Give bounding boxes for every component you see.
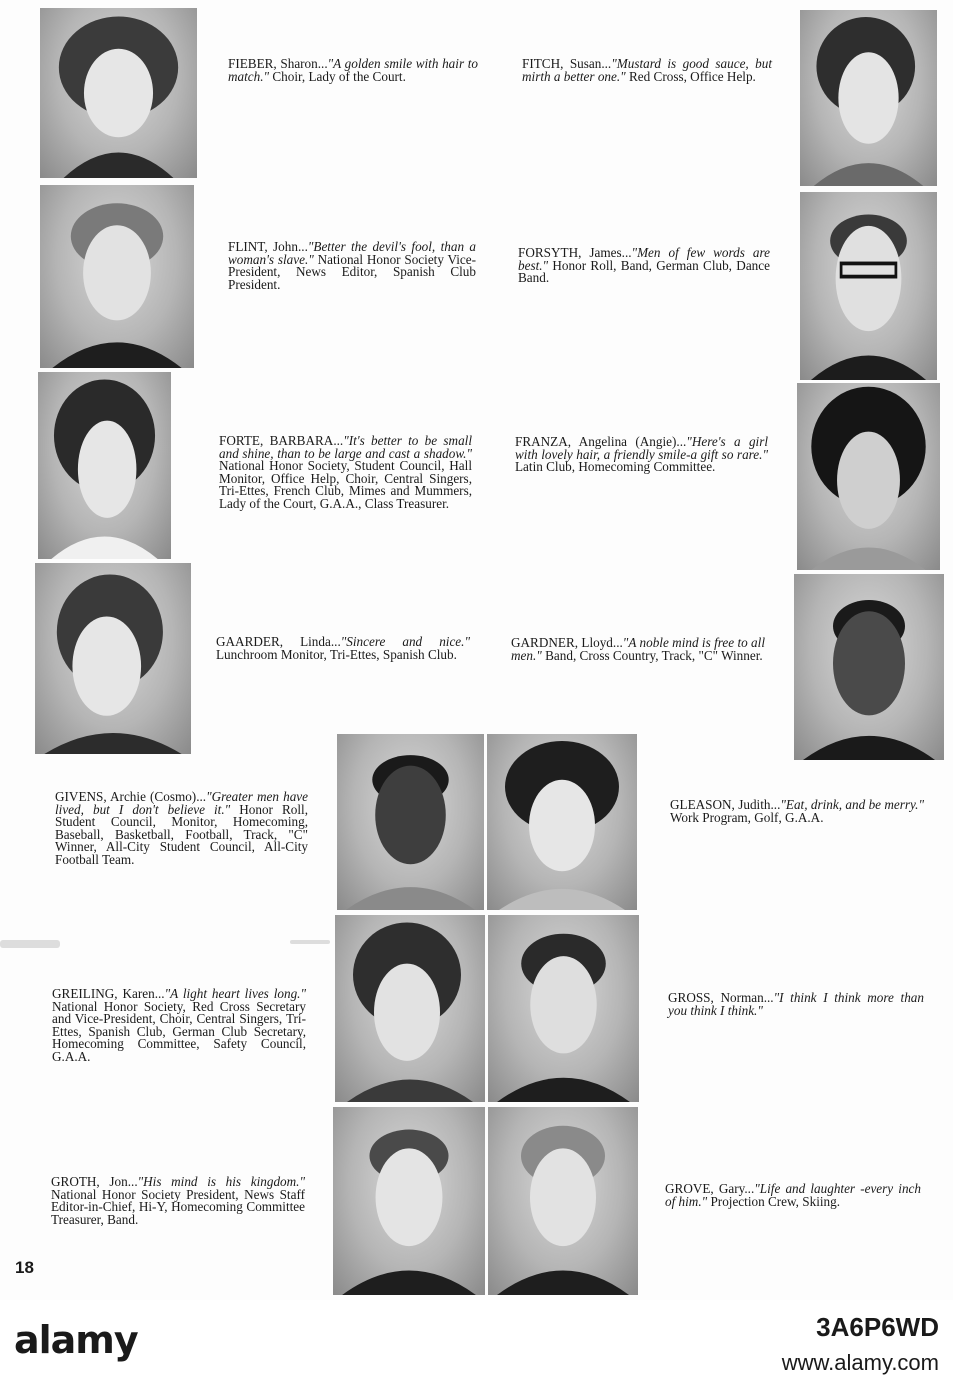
entry-gross: GROSS, Norman..."I think I think more than you think I think." xyxy=(668,990,924,1018)
site-url[interactable]: www.alamy.com xyxy=(781,1350,939,1375)
portrait-photo-fieber xyxy=(40,8,197,178)
portrait-photo-greiling xyxy=(335,915,485,1102)
entry-flint: FLINT, John..."Better the devil's fool, than a woman's slave." National Honor Society Vice-President, News Editor, Spanish Club President. xyxy=(228,239,477,292)
portrait-photo-grove xyxy=(488,1107,638,1295)
entry-gleason: GLEASON, Judith..."Eat, drink, and be merry." Work Program, Golf, G.A.A. xyxy=(670,797,924,825)
entry-gardner: GARDNER, Lloyd..."A noble mind is free to all men." Band, Cross Country, Track, "C" Winner. xyxy=(511,635,765,663)
entry-greiling: GREILING, Karen..."A light heart lives long." National Honor Society, Red Cross Secretary and Vice-President, Choir, Central Singers, Tri-Ettes, Spanish Club, German Club Secretary, Homecoming Committee, Safety Council, G.A.A. xyxy=(52,986,306,1064)
portrait-photo-gross xyxy=(488,915,639,1102)
portrait-photo-givens xyxy=(337,734,484,910)
entry-forsyth: FORSYTH, James..."Men of few words are best." Honor Roll, Band, German Club, Dance Band. xyxy=(518,245,770,286)
portrait-photo-forte xyxy=(38,372,171,559)
entry-grove: GROVE, Gary..."Life and laughter -every inch of him." Projection Crew, Skiing. xyxy=(665,1181,921,1209)
watermark-footer xyxy=(0,1300,953,1390)
portrait-photo-flint xyxy=(40,185,194,368)
entry-groth: GROTH, Jon..."His mind is his kingdom." National Honor Society President, News Staff Editor-in-Chief, Hi-Y, Homecoming Committee Treasurer, Band. xyxy=(51,1174,305,1227)
portrait-photo-fitch xyxy=(800,10,937,186)
entry-fitch: FITCH, Susan..."Mustard is good sauce, but mirth a better one." Red Cross, Office Help. xyxy=(522,56,772,84)
portrait-photo-groth xyxy=(333,1107,485,1295)
entry-forte: FORTE, BARBARA..."It's better to be small and shine, than to be large and cast a shadow." National Honor Society, Student Council, Hall Monitor, Office Help, Choir, Central Singers, Tri-Ettes, French Club, Mimes and Mummers, Lady of the Court, G.A.A., Class Treasurer. xyxy=(219,433,472,511)
entry-givens: GIVENS, Archie (Cosmo)..."Greater men have lived, but I don't believe it." Honor Roll, Student Council, Monitor, Homecoming, Baseball, Basketball, Football, Track, "C" Winner, All-City Student Council, All-City Football Team. xyxy=(55,789,309,867)
page-number: 18 xyxy=(15,1258,34,1277)
image-id: 3A6P6WD xyxy=(816,1312,939,1342)
print-smudge xyxy=(0,940,60,948)
portrait-photo-gaarder xyxy=(35,563,191,754)
portrait-photo-gardner xyxy=(794,574,944,760)
portrait-photo-gleason xyxy=(487,734,637,910)
portrait-photo-franza xyxy=(797,383,940,570)
entry-fieber: FIEBER, Sharon..."A golden smile with hair to match." Choir, Lady of the Court. xyxy=(228,56,478,84)
print-smudge xyxy=(290,940,330,944)
entry-gaarder: GAARDER, Linda..."Sincere and nice." Lunchroom Monitor, Tri-Ettes, Spanish Club. xyxy=(216,634,470,662)
alamy-logo: alamy xyxy=(14,1318,138,1362)
entry-franza: FRANZA, Angelina (Angie)..."Here's a girl with lovely hair, a friendly smile-a gift so rare." Latin Club, Homecoming Committee. xyxy=(515,434,768,475)
portrait-photo-forsyth xyxy=(800,192,937,380)
